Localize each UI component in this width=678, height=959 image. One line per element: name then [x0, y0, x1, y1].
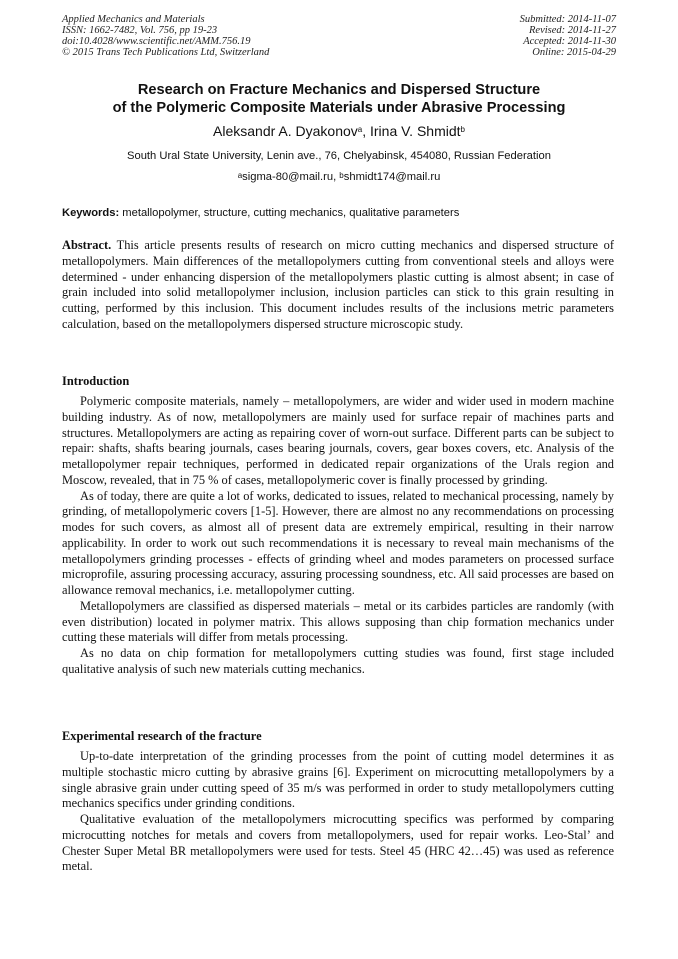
- journal-info: [62, 14, 269, 58]
- author-separator: ,: [362, 123, 370, 139]
- online-date: Online: 2015-04-29: [532, 47, 616, 58]
- paper-title: [40, 81, 638, 117]
- introduction-body: [62, 394, 614, 678]
- keywords-text: metallopolymer, structure, cutting mechanics, qualitative parameters: [119, 207, 460, 219]
- copyright-line: © 2015 Trans Tech Publications Ltd, Switzerland: [62, 47, 270, 58]
- author-1-affil-mark: a: [357, 125, 363, 134]
- experimental-body: [62, 749, 614, 875]
- author-emails: [0, 170, 678, 184]
- publication-dates: [520, 14, 616, 58]
- intro-paragraph-4: As no data on chip formation for metallopolymers cutting studies was found, first stage included qualitative analysis of such new materials cutting mechanics.: [62, 646, 614, 676]
- title-line-1: Research on Fracture Mechanics and Dispersed Structure: [137, 82, 541, 98]
- email-1[interactable]: sigma-80@mail.ru,: [242, 171, 340, 183]
- author-2-affil-mark: b: [460, 125, 465, 134]
- exp-paragraph-2: Qualitative evaluation of the metallopolymers microcutting specifics was performed by comparing microcutting notches for metals and covers from metallopolymers, used for repair works. Leo-Stal’ and Chester Super Metal BR metallopolymers were used for tests. Steel 45 (HRC 42…45) was used as reference metal.: [62, 812, 614, 874]
- author-1: Aleksandr A. Dyakonov: [213, 123, 358, 139]
- revised-date: Revised: 2014-11-27: [529, 25, 616, 36]
- introduction-heading: Introduction: [62, 374, 130, 388]
- author-2: Irina V. Shmidt: [370, 123, 461, 139]
- issn-line: ISSN: 1662-7482, Vol. 756, pp 19-23: [62, 25, 218, 36]
- abstract-text: This article presents results of research on micro cutting mechanics and dispersed structure of metallopolymers. Main differences of the metallopolymers cutting from conventional steels and alloys were determined - under enhancing dispersion of the metallopolymers plastic cutting is almost absent; in case of grain included into solid metallopolymer inclusion, inclusion particles can stick to this grain resulting in cutting, performed by this inclusion. This document includes results of the inclusions metric parameters calculation, based on the metallopolymers dispersed structure microscopic study.: [62, 238, 614, 331]
- email-2-mark: b: [339, 171, 344, 180]
- intro-paragraph-2: As of today, there are quite a lot of works, dedicated to issues, related to mechanical processing, namely by grinding, of metallopolymeric covers [1-5]. However, there are almost no any recommendations on processing modes for such covers, as almost all of present data are extremely empirical, resulting in their narrow applicability. In order to work out such recommendations it is necessary to reveal main mechanisms of the metallopolymers grinding processes - effects of grinding wheel and modes parameters on processed surface microprofile, assuring processing accuracy, assuring processing soundness, etc. All said processes are based on allowance removal mechanics, i.e. metallopolymer cutting.: [62, 488, 614, 597]
- doi-line: doi:10.4028/www.scientific.net/AMM.756.19: [62, 36, 251, 47]
- email-1-mark: a: [237, 171, 243, 180]
- keywords: [62, 206, 459, 220]
- journal-name: Applied Mechanics and Materials: [62, 14, 205, 25]
- keywords-label: Keywords:: [62, 207, 120, 219]
- intro-paragraph-1: Polymeric composite materials, namely – metallopolymers, are wider and wider used in modern machine building industry. As of now, metallopolymers are mainly used for surface repair of machines parts and structures. Metallopolymers are acting as repairing cover of worn-out surface. Different parts can be subject to repair: shafts, shafts bearing journals, cases bearing journals, covers, gear boxes covers, etc. Analysis of the metallopolymer repair techniques, performed in dedicated repair organizations of the Urals region and Moscow, revealed, that in 75 % of cases, metallopolymeric cover is finally processed by grinding.: [62, 394, 614, 487]
- intro-paragraph-3: Metallopolymers are classified as dispersed materials – metal or its carbides particles are randomly (with even distribution) located in polymer matrix. This allows supposing than chip formation mechanics under cutting these materials will differ from metals processing.: [62, 598, 614, 645]
- abstract: [62, 238, 614, 333]
- email-2[interactable]: shmidt174@mail.ru: [343, 171, 441, 183]
- submitted-date: Submitted: 2014-11-07: [519, 14, 616, 25]
- experimental-heading: Experimental research of the fracture: [62, 729, 262, 743]
- authors: [0, 122, 678, 140]
- exp-paragraph-1: Up-to-date interpretation of the grinding processes from the point of cutting model determines it as multiple stochastic micro cutting by abrasive grains [6]. Experiment on microcutting metallopolymers by a single abrasive grain under cutting speed of 35 m/s was performed in order to study metallopolymers cutting mechanics specifics under grinding conditions.: [62, 749, 614, 811]
- abstract-label: Abstract.: [62, 238, 112, 252]
- affiliation: South Ural State University, Lenin ave., 76, Chelyabinsk, 454080, Russian Federation: [127, 150, 551, 162]
- accepted-date: Accepted: 2014-11-30: [523, 36, 616, 47]
- title-line-2: of the Polymeric Composite Materials under Abrasive Processing: [112, 100, 566, 116]
